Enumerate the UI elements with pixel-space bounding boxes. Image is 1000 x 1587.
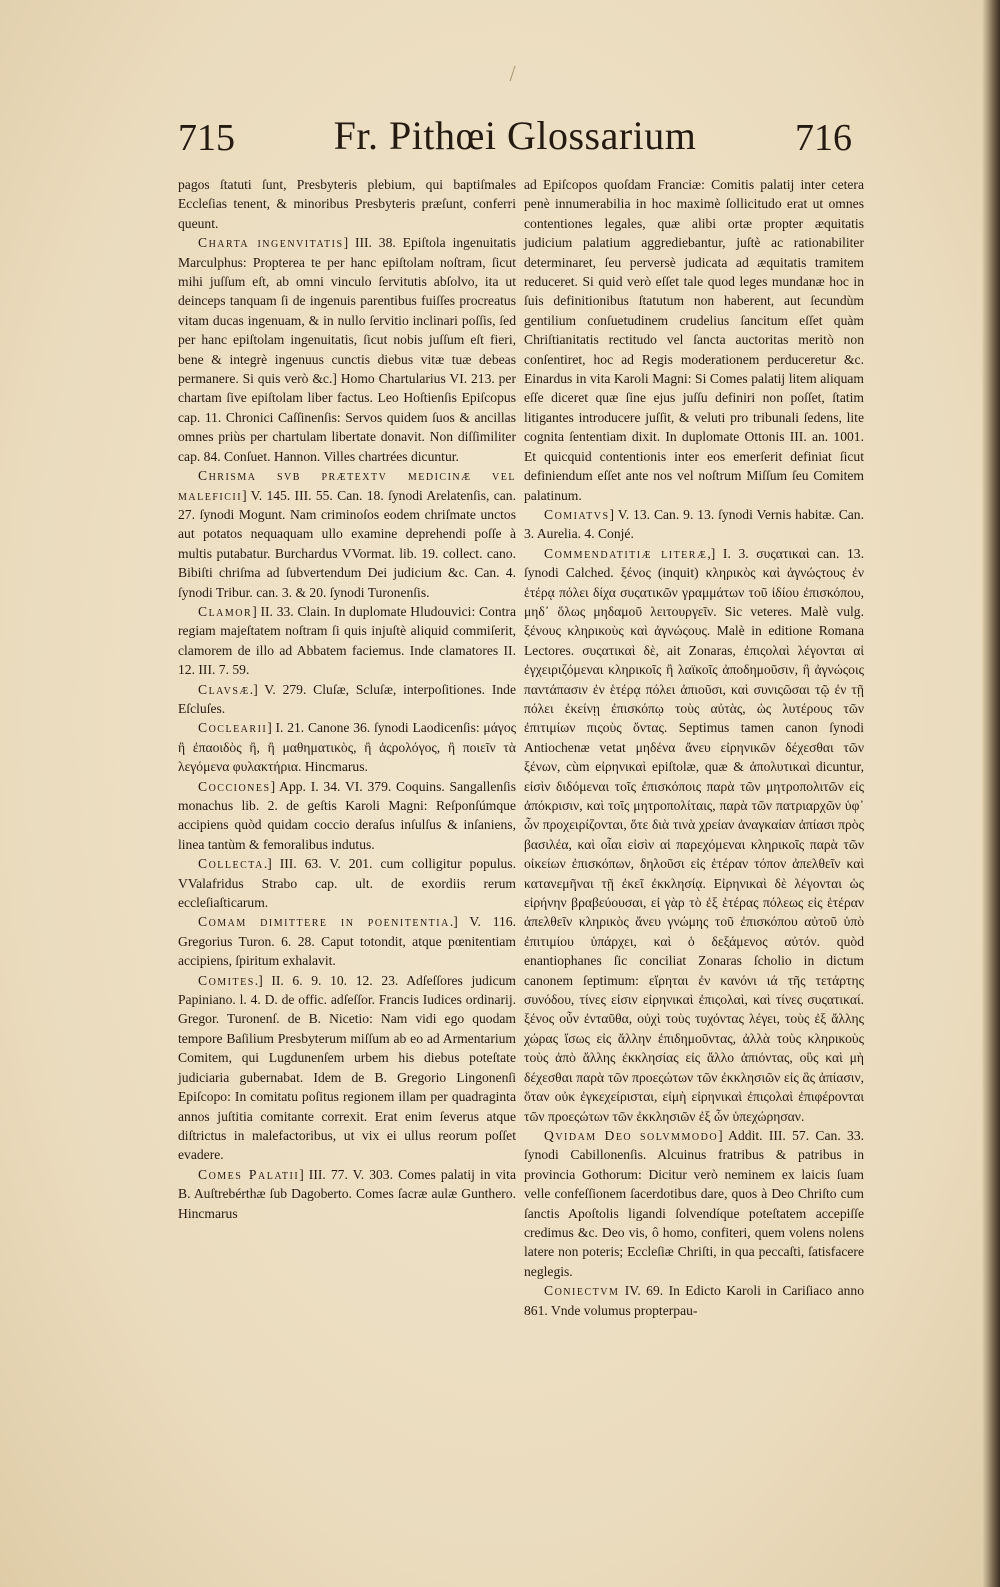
glossary-entry xyxy=(524,175,864,505)
entry-text: .] V. 279. Cluſæ, Scluſæ, interpoſitiones. Inde Eſcluſes. xyxy=(178,681,516,716)
glossary-entry xyxy=(524,1281,864,1320)
entry-text: ] I. 21. Canone 36. ſynodi Laodicenſis: μάγος ἢ ἐπαοιδὸς ἢ, ἢ μαθηματικὸς, ἢ ἀςρολόγος, ἢ ποιεῖν τὰ λεγόμενα φυλακτήρια. Hincmarus. xyxy=(178,720,516,775)
entry-lemma: Clavsæ xyxy=(198,681,250,697)
entry-lemma: Comam dimittere in poenitentia xyxy=(198,914,450,930)
entry-text: .] III. 63. V. 201. cum colligitur populus. VValafridus Strabo cap. ult. de exordiis rerum eccleſiaſticarum. xyxy=(178,856,516,911)
entry-text: .] II. 6. 9. 10. 12. 23. Adſeſſores judicum Papiniano. l. 4. D. de offic. adſeſſor. Francis Iudices ordinarij. Gregor. Turonenſ. de B. Nicetio: Nam vidi ego quodam tempore Baſilium Presbyterum miſſum ab eo ad Armentarium Comitem, qui Lugdunenſem urbem his diebus poteſtate judiciaria gubernabat. Idem de B. Gregorio Lingonenſi Epiſcopo: In comitatu poſitus regionem illam per quadraginta annos juſtitia comitante correxit. Erat enim ſeverus atque diſtrictus in malefactoribus, ut vix ei ullus reorum poſſet evadere. xyxy=(178,972,516,1163)
entry-text: ad Epiſcopos quoſdam Franciæ: Comitis palatij inter cetera penè innumerabilia in hoc maximè ſollicitudo erat ut omnes contentiones legales, quæ alibi ortæ propter æquitatis judicium palatium aggrediebantur, juſtè ac rationabiliter determinaret, ſeu perversè judicata ad æquitatis tramitem reduceret. Si quid verò eſſet tale quod leges mundanæ hoc in ſuis definitionibus ſtatutum non haberent, aut ſecundùm gentilium conſuetudinem crudelius ſancitum eſſet quàm Chriſtianitatis rectitudo vel ſancta auctoritas meritò non conſentiret, hoc ad Regis moderationem perduceretur &c. Einardus in vita Karoli Magni: Si Comes palatij litem aliquam eſſe diceret quæ ſine ejus juſſu definiri non poſſet, ſtatim litigantes introducere juſſit, & veluti pro tribunali ſedens, lite cognita ſententiam dixit. In duplomate Ottonis III. an. 1001. Et quicquid contentionis inter eos emerſerit definiat ſicut definiendum eſſet ante nos vel noſtrum Miſſum ſeu Comitem palatinum. xyxy=(524,177,864,503)
entry-lemma: Coniectvm xyxy=(544,1283,620,1299)
entry-lemma: Chrisma svb prætextv medicinæ vel maleficii xyxy=(178,468,516,503)
entry-text: ] II. 33. Clain. In duplomate Hludouvici: Contra regiam majeſtatem noſtram ſi quis injuſtè aliquid commiſerit, clamorem de illo ad Abbatem faciemus. Inde clamatores II. 12. III. 7. 59. xyxy=(178,603,516,678)
page-edge-shadow xyxy=(982,0,1000,1587)
entry-text: IV. 69. In Edicto Karoli in Cariſiaco anno 861. Vnde volumus propterpau- xyxy=(524,1283,864,1318)
glossary-entry xyxy=(524,1126,864,1281)
entry-text: ] III. 77. V. 303. Comes palatij in vita B. Auſtrebérthæ ſub Dagoberto. Comes ſacræ aulæ Gunthero. Hincmarus xyxy=(178,1166,516,1221)
glossary-entry xyxy=(178,854,516,912)
entry-text: ] V. 145. III. 55. Can. 18. ſynodi Arelatenſis, can. 27. ſynodi Mogunt. Nam criminoſos eodem chriſmate unctos aut potatos nequaquam ullo examine deprehendi poſſe à multis putabatur. Burchardus VVormat. lib. 19. collect. cano. Bibiſti chriſma ad ſubvertendum Dei judicium &c. Can. 4. ſynodi Tribur. can. 3. & 20. ſynodi Turonenſis. xyxy=(178,487,516,600)
entry-lemma: Clamor xyxy=(198,603,253,619)
glossary-entry xyxy=(178,466,516,602)
glossary-entry xyxy=(524,544,864,1126)
entry-lemma: Coclearii xyxy=(198,720,268,736)
entry-lemma: Collecta xyxy=(198,856,264,872)
entry-lemma: Comites xyxy=(198,972,255,988)
entry-lemma: Charta ingenvitatis xyxy=(198,235,344,251)
entry-lemma: Comes Palatii xyxy=(198,1166,300,1182)
glossary-entry xyxy=(178,233,516,466)
running-header xyxy=(170,112,860,168)
page-number-right: 716 xyxy=(795,117,852,159)
entry-text: ] III. 38. Epiſtola ingenuitatis Marculphus: Propterea te per hanc epiſtolam noſtram, ſicut mihi juſſum eſt, ab omni vinculo ſervitutis abſolvo, ita ut deinceps tanquam ſi de ingenuis parentibus fuiſſes procreatus vitam ducas ingenuam, & in nullo ſervitio inclinari poſſis, ſed per hanc epiſtolam ingenuitatis, ſicut nobis juſſum eſt fieri, bene & integrè ingenuus cunctis diebus vitæ tuæ debeas permanere. Si quis verò &c.] Homo Chartularius VI. 213. per chartam ſive epiſtolam liber factus. Leo Hoſtienſis Epiſcopus cap. 11. Chronici Caſſinenſis: Servos quidem ſuos & ancillas omnes priùs per chartulam libertate donavit. Non diſſimiliter cap. 84. Conſuet. Hannon. Villes chartrées dicuntur. xyxy=(178,235,516,464)
glossary-entry xyxy=(178,1165,516,1223)
glossary-entry xyxy=(178,680,516,719)
glossary-entry xyxy=(178,718,516,776)
right-column xyxy=(524,175,864,1320)
paper-mark xyxy=(510,66,520,83)
entry-text: ] V. 13. Can. 9. 13. ſynodi Vernis habitæ. Can. 3. Aurelia. 4. Conjé. xyxy=(524,506,864,542)
glossary-entry xyxy=(178,777,516,855)
page-number-left: 715 xyxy=(178,117,235,159)
entry-text: pagos ſtatuti ſunt, Presbyteris plebium, qui baptiſmales Eccleſias tenent, & minoribus Presbyteris præſunt, conferri queunt. xyxy=(178,177,516,231)
glossary-entry xyxy=(178,912,516,970)
entry-lemma: Comiatvs xyxy=(544,506,610,522)
entry-lemma: Qvidam Deo solvmmodo xyxy=(544,1127,719,1143)
entry-text: ,] I. 3. συςατικαὶ can. 13. ſynodi Calched. ξένος (inquit) κληρικὸς καὶ ἀγνώςτους ἐν ἑτέρᾳ πόλει δίχα συςατικῶν γραμμάτων τοῦ ἰδίου ἐπισκόπου, μηδ᾿ ὅλως μηδαμοῦ λειτουργεῖν. Sic veteres. Malè vulg. ξένους κληρικοὺς καὶ ἀγνώςους. Malè in editione Romana Lectores. συςατικαὶ δὲ, ait Zonaras, ἐπιςολαὶ λέγονται αἱ ἐγχειριζόμεναι κληρικοῖς ἢ λαϊκοῖς ἀποδημοῦσιν, ἢ ἀγνώςοις παντάπασιν ἐν ἑτέρᾳ πόλει ἀπιοῦσι, καὶ συνιςῶσαι τῷ ἐν τῇ πόλει ἐκείνῃ ἐπισκόπῳ τοὺς αὐτὰς, ὡς λυτέρους τῶν ἐπιτιμίων πιςοὺς ὄντας. Septimus tamen canon ſynodi Antiochenæ vetat μηδένα ἄνευ εἰρηνικῶν δέχεσθαι τῶν ξένων, cùm eἰρηνικαὶ epiſtolæ, quæ & ἀπολυτικαὶ dicuntur, εἰσὶν διδόμεναι τοῖς ἐπισκόποις παρὰ τῶν μητροπολιτῶν εἰς ἀπόκρισιν, καὶ τοῖς μητροπολίταις, παρὰ τῶν πατριαρχῶν ὑφ᾿ ὧν προχειρίζονται, ὅτε διὰ τινὰ χρείαν ἀναγκαίαν ἀπίασι πρὸς βασιλέα, καὶ οἷαι εἰσὶν αἱ παρεχόμεναι κληρικοῖς παρὰ τῶν οἰκείων ἐπισκόπων, δηλοῦσι εἰς ἑτέραν τόπον ἀπελθεῖν καὶ κατανεμῆναι τῇ ἐκεῖ ἐκκλησίᾳ. Εἰρηνικαὶ δὲ λέγονται ὡς εἰρήνην βραβεύουσαι, εἰ γὰρ τὸ ἐξ ἑτέρας πόλεως εἰς ἑτέραν ἀπελθεῖν κληρικὸς ἄνευ γνώμης τοῦ ἐπισκόπου αὐτοῦ ὑπὸ ἐπιτιμίου ὑπάρχει, καὶ ὁ δεξάμενος αὐτόν. quòd enantiophanes ſic conciliat Zonaras ſcholio in dictum canonem ſeptimum: εἴρηται ἐν κανόνι ιά τῆς τετάρτης συνόδου, τίνες εἰσιν εἰρηνικαὶ ἐπιςολαὶ, καὶ τίνες συςατικαί. ξένος οὖν ἐνταῦθα, οὐχὶ τοὺς τυχόντας λέγει, τοὺς ἐξ ἄλλης χώρας ἴσως εἰς ἄλλην ἐπιδημοῦντας, ἀλλὰ τοὺς κληρικοὺς τοὺς ἀπὸ ἄλλης ἐκκλησίας εἰς ἄλλο ἀπιόντας, οὓς καὶ μὴ δέχεσθαι παρὰ τῶν προεςώτων τῶν ἐκκλησιῶν εἰς ἃς ἀπίασιν, ὅταν οὐκ ἐγκεχείρισται, εἰμὴ εἰρηνικαὶ ἐπιςολαὶ ἐπιφέρονται τῶν προεςώτων τῶν ἐκκλησιῶν ἐξ ὧν ὑπεχώρησαν. xyxy=(524,545,864,1124)
glossary-entry xyxy=(178,602,516,680)
entry-text: ] App. I. 34. VI. 379. Coquins. Sangallenſis monachus lib. 2. de geſtis Karoli Magni: Reſponſúmque accipiens quòd quidam coccio deraſus inſulſus & inſaniens, linea tantùm & femoralibus indutus. xyxy=(178,778,516,852)
glossary-entry xyxy=(178,971,516,1165)
entry-lemma: Cocciones xyxy=(198,778,271,794)
glossary-entry xyxy=(178,175,516,233)
entry-text: ] Addit. III. 57. Can. 33. ſynodi Cabillonenſis. Alcuinus fratribus & patribus in provincia Gothorum: Dicitur verò neminem ex laicis ſuam velle confeſſionem ſacerdotibus dare, quos à Deo Chriſto cum ſanctis Apoſtolis ligandi ſolvendíque poteſtatem accepiſſe credimus &c. Deo vis, ô homo, confiteri, quem volens nolens latere non poteris; Eccleſiæ Chriſti, in qua peccaſti, ſatisfacere neglegis. xyxy=(524,1127,865,1279)
entry-text: .] V. 116. Gregorius Turon. 6. 28. Caput totondit, atque pœnitentiam accipiens, ſpiritum exhalavit. xyxy=(178,914,516,969)
left-column xyxy=(178,175,516,1223)
running-title: Fr. Pithœi Glossarium xyxy=(333,113,697,158)
entry-lemma: Commendatitiæ literæ xyxy=(544,545,708,561)
glossary-entry xyxy=(524,505,864,544)
